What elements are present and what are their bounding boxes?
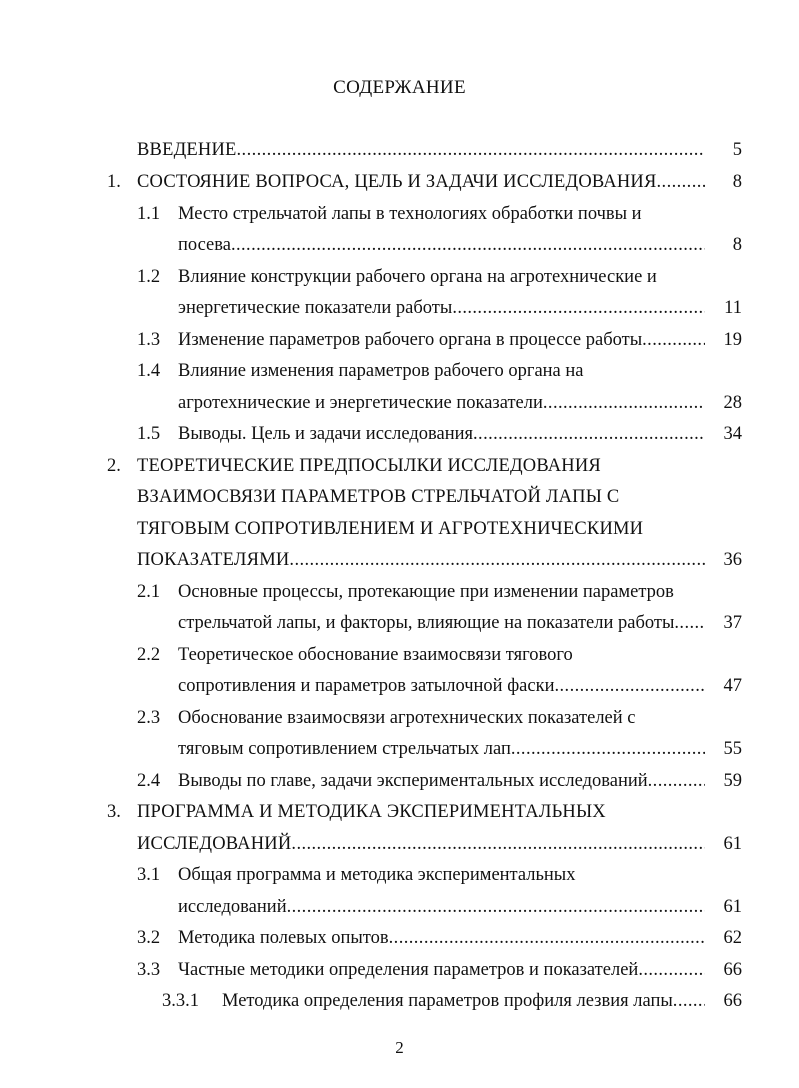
toc-page-number: 8 — [732, 235, 742, 255]
toc-entry-2-1-continued[interactable] — [0, 610, 799, 636]
toc-entry-number: 1.4 — [137, 361, 161, 381]
toc-entry-number: 1.2 — [137, 267, 161, 287]
toc-entry-title: Влияние конструкции рабочего органа на агротехнические и — [178, 267, 657, 287]
toc-entry-title: Выводы по главе, задачи экспериментальных исследований — [178, 771, 648, 791]
toc-entry-chapter-2[interactable] — [0, 453, 799, 479]
toc-page-number: 34 — [723, 424, 742, 444]
toc-page-number: 5 — [732, 140, 742, 160]
toc-leader-dots — [287, 894, 705, 920]
toc-entry-3-3[interactable] — [0, 957, 799, 983]
toc-entry-title: Частные методики определения параметров и показателей — [178, 960, 639, 980]
toc-entry-chapter-2-line-4[interactable] — [0, 547, 799, 573]
toc-entry-2-1[interactable] — [0, 579, 799, 605]
toc-entry-2-4[interactable] — [0, 768, 799, 794]
toc-leader-dots — [543, 390, 705, 416]
toc-entry-title-continued: тяговым сопротивлением стрельчатых лап — [178, 739, 511, 759]
page-title: СОДЕРЖАНИЕ — [333, 77, 466, 98]
toc-page-number: 61 — [723, 834, 742, 854]
toc-entry-title: Методика определения параметров профиля лезвия лапы — [222, 991, 673, 1011]
toc-entry-chapter-3-continued[interactable] — [0, 831, 799, 857]
toc-page-number: 59 — [723, 771, 742, 791]
toc-page-number: 66 — [723, 991, 742, 1011]
toc-entry-number: 3.1 — [137, 865, 161, 885]
toc-leader-dots — [452, 295, 705, 321]
toc-page-number: 8 — [732, 172, 742, 192]
toc-leader-dots — [648, 768, 705, 794]
toc-entry-1-2[interactable] — [0, 264, 799, 290]
toc-entry-introduction[interactable] — [0, 137, 799, 163]
toc-entry-number: 3.3.1 — [162, 991, 199, 1011]
toc-entry-number: 2.4 — [137, 771, 161, 791]
toc-entry-number: 1.1 — [137, 204, 161, 224]
toc-entry-title: ТЕОРЕТИЧЕСКИЕ ПРЕДПОСЫЛКИ ИССЛЕДОВАНИЯ — [137, 456, 601, 476]
toc-entry-number: 2.2 — [137, 645, 161, 665]
toc-leader-dots — [638, 957, 705, 983]
toc-entry-chapter-2-line-2[interactable] — [0, 484, 799, 510]
toc-entry-title: Основные процессы, протекающие при изменении параметров — [178, 582, 674, 602]
toc-entry-title: Влияние изменения параметров рабочего органа на — [178, 361, 584, 381]
toc-entry-2-2[interactable] — [0, 642, 799, 668]
toc-entry-number: 1. — [107, 172, 121, 192]
toc-page-number: 28 — [723, 393, 742, 413]
toc-entry-title: ВВЕДЕНИЕ — [137, 140, 237, 160]
toc-entry-title-continued: ПОКАЗАТЕЛЯМИ — [137, 550, 290, 570]
toc-leader-dots — [657, 169, 705, 195]
toc-page-number: 37 — [723, 613, 742, 633]
toc-entry-1-3[interactable] — [0, 327, 799, 353]
toc-entry-3-1[interactable] — [0, 862, 799, 888]
toc-entry-chapter-2-line-3[interactable] — [0, 516, 799, 542]
toc-entry-title-continued: агротехнические и энергетические показатели — [178, 393, 543, 413]
toc-page-number: 62 — [723, 928, 742, 948]
toc-entry-chapter-3[interactable] — [0, 799, 799, 825]
toc-page-number: 36 — [723, 550, 742, 570]
toc-leader-dots — [674, 610, 705, 636]
toc-entry-title: Изменение параметров рабочего органа в процессе работы — [178, 330, 643, 350]
toc-entry-1-5[interactable] — [0, 421, 799, 447]
toc-entry-3-3-1[interactable] — [0, 988, 799, 1014]
toc-entry-title: Теоретическое обоснование взаимосвязи тягового — [178, 645, 573, 665]
toc-entry-title: СОСТОЯНИЕ ВОПРОСА, ЦЕЛЬ И ЗАДАЧИ ИССЛЕДОВАНИЯ — [137, 172, 657, 192]
toc-entry-3-2[interactable] — [0, 925, 799, 951]
toc-entry-number: 3.3 — [137, 960, 161, 980]
toc-entry-title-continued: сопротивления и параметров затылочной фаски — [178, 676, 555, 696]
toc-entry-number: 2.3 — [137, 708, 161, 728]
toc-page-number: 61 — [723, 897, 742, 917]
toc-entry-title: Общая программа и методика экспериментальных — [178, 865, 576, 885]
toc-entry-1-4[interactable] — [0, 358, 799, 384]
toc-page-number: 11 — [724, 298, 742, 318]
toc-entry-title: ПРОГРАММА И МЕТОДИКА ЭКСПЕРИМЕНТАЛЬНЫХ — [137, 802, 606, 822]
toc-entry-number: 3. — [107, 802, 121, 822]
toc-entry-2-2-continued[interactable] — [0, 673, 799, 699]
toc-entry-2-3-continued[interactable] — [0, 736, 799, 762]
toc-entry-1-1-continued[interactable] — [0, 232, 799, 258]
toc-page-number: 19 — [723, 330, 742, 350]
toc-entry-number: 2. — [107, 456, 121, 476]
toc-entry-title-continued: энергетические показатели работы — [178, 298, 453, 318]
toc-leader-dots — [673, 988, 705, 1014]
toc-leader-dots — [511, 736, 705, 762]
toc-entry-title: Место стрельчатой лапы в технологиях обработки почвы и — [178, 204, 642, 224]
toc-entry-2-3[interactable] — [0, 705, 799, 731]
toc-entry-title-continued: стрельчатой лапы, и факторы, влияющие на показатели работы — [178, 613, 675, 633]
toc-entry-1-2-continued[interactable] — [0, 295, 799, 321]
toc-entry-number: 1.3 — [137, 330, 161, 350]
toc-page-number: 47 — [723, 676, 742, 696]
toc-leader-dots — [473, 421, 705, 447]
toc-entry-1-4-continued[interactable] — [0, 390, 799, 416]
toc-entry-number: 3.2 — [137, 928, 161, 948]
toc-leader-dots — [231, 232, 705, 258]
toc-entry-title-continued: ТЯГОВЫМ СОПРОТИВЛЕНИЕМ И АГРОТЕХНИЧЕСКИМИ — [137, 519, 644, 539]
toc-entry-chapter-1[interactable] — [0, 169, 799, 195]
toc-leader-dots — [555, 673, 706, 699]
toc-entry-title-continued: посева — [178, 235, 231, 255]
toc-entry-title-continued: ВЗАИМОСВЯЗИ ПАРАМЕТРОВ СТРЕЛЬЧАТОЙ ЛАПЫ С — [137, 487, 620, 507]
toc-entry-title: Методика полевых опытов — [178, 928, 389, 948]
toc-page-number: 55 — [723, 739, 742, 759]
toc-entry-title: Выводы. Цель и задачи исследования — [178, 424, 474, 444]
toc-entry-number: 2.1 — [137, 582, 161, 602]
toc-leader-dots — [389, 925, 705, 951]
toc-entry-title: Обоснование взаимосвязи агротехнических показателей с — [178, 708, 636, 728]
toc-entry-3-1-continued[interactable] — [0, 894, 799, 920]
page-footer-number: 2 — [395, 1038, 404, 1057]
toc-entry-1-1[interactable] — [0, 201, 799, 227]
toc-entry-title-continued: ИССЛЕДОВАНИЙ — [137, 834, 292, 854]
toc-entry-title-continued: исследований — [178, 897, 287, 917]
toc-leader-dots — [642, 327, 705, 353]
toc-entry-number: 1.5 — [137, 424, 161, 444]
toc-page-number: 66 — [723, 960, 742, 980]
toc-leader-dots — [289, 547, 705, 573]
toc-leader-dots — [291, 831, 705, 857]
toc-leader-dots — [237, 137, 705, 163]
